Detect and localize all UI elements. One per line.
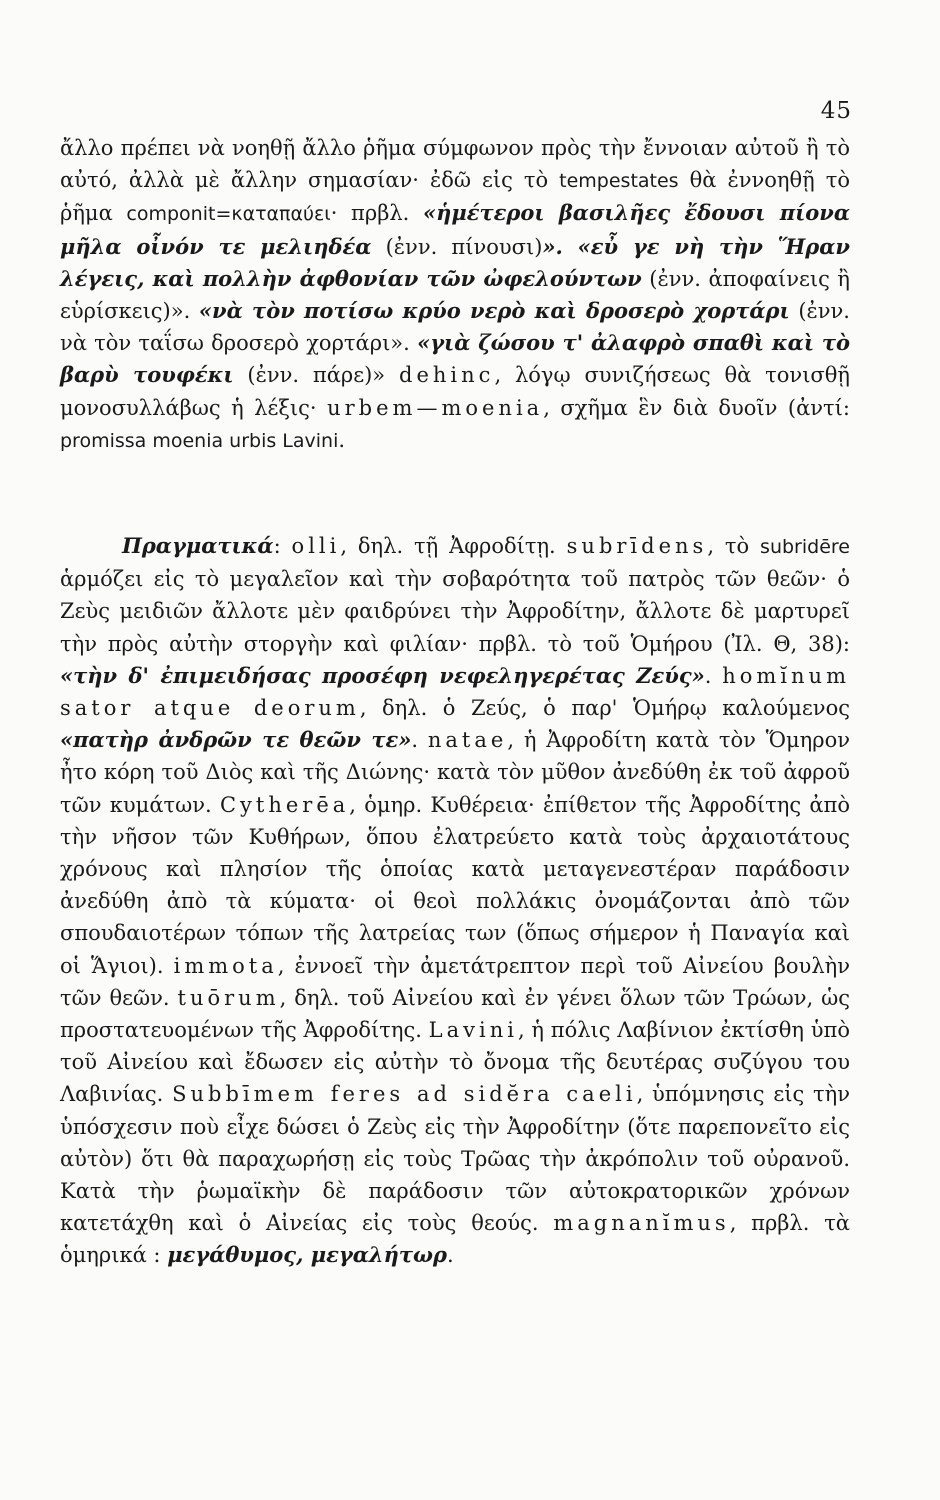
text-run: , πρβλ. τὰ ὁμηρικά : [60,1211,850,1268]
latin-lemma: Cytherēa [219,792,350,817]
text-run: , λόγῳ συνιζήσεως θὰ τονισθῇ μονοσυλλάβως ἡ λέξις· [60,363,850,420]
text-run: θὰ ἐννοηθῇ τὸ ῥῆμα [60,168,850,226]
text-run: (ἐνν. πίνουσι) [371,234,543,259]
page-number: 45 [820,98,852,124]
text-run: , δηλ. τοῦ Αἰνείου καὶ ἐν γένει ὅλων τῶν Τρώων, ὡς προστατευομένων τῆς Ἀφροδίτης. [60,985,851,1043]
latin-lemma: tuōrum [177,985,280,1010]
text-run: · πρβλ. [330,201,423,226]
emphasized-quote: ». «εὖ γε νὴ τὴν Ἥραν λέγεις, καὶ πολλὴν ἀφθονίαν τῶν ὠφελούντων [60,233,850,291]
latin-lemma: urbem—moenia [327,395,544,420]
emphasized-quote: μεγάθυμος, μεγαλήτωρ [167,1242,447,1268]
latin-lemma: homĭnum sator atque deorum [60,663,850,721]
text-run: (ἐνν. νὰ τὸν ταΐσω δροσερὸ χορτάρι». [60,299,850,356]
paragraph-text [60,132,850,457]
text-run: , σχῆμα ἓν διὰ δυοῖν (ἀντί: [543,395,850,420]
text-run: , ἡ Ἀφροδίτη κατὰ τὸν Ὅμηρον ἦτο κόρη τοῦ Διὸς καὶ τῆς Διώνης· κατὰ τὸν μῦθον ἀνεδύθη ἐκ τοῦ ἀφροῦ τῶν κυμάτων. [60,728,850,817]
latin-lemma: dehinc [399,363,495,388]
latin-lemma: immota [173,953,278,978]
emphasized-quote: «τὴν δ' ἐπιμειδήσας προσέφη νεφεληγερέτας Ζεύς» [60,662,705,688]
text-run: , ἐννοεῖ τὴν ἀμετάτρεπτον περὶ τοῦ Αἰνείου βουλὴν τῶν θεῶν. [60,953,850,1010]
text-run: . [338,427,346,452]
latin-term: tempestates [559,170,679,193]
text-run: (ἐνν. πάρε)» [233,363,400,388]
text-run: . [411,728,428,753]
latin-term: subridēre [760,536,850,558]
text-run: : [273,534,292,558]
emphasized-quote: «νὰ τὸν ποτίσω κρύο νερὸ καὶ δροσερὸ χορτάρι [198,298,790,324]
text-run: , δηλ. ὁ Ζεύς, ὁ παρ' Ὁμήρῳ καλούμενος [359,696,850,721]
emphasized-quote: Πραγματικά [122,533,274,558]
latin-term: promissa moenia urbis Lavini [60,429,339,452]
emphasized-quote: «ἡμέτεροι βασιλῆες ἔδουσι πίονα μῆλα οἶνόν τε μελιηδέα [60,200,850,259]
text-run: , ἡ πόλις Λαβίνιον ἐκτίσθη ὑπὸ τοῦ Αἰνείου καὶ ἔδωσεν εἰς αὐτὴν τὸ ὄνομα τῆς δευτέρας συζύγου του Λαβινίας. [60,1018,850,1107]
text-run: . [704,663,723,688]
latin-lemma: olli [291,534,341,558]
latin-lemma: subrīdens [566,534,708,558]
emphasized-quote: «πατὴρ ἀνδρῶν τε θεῶν τε» [60,727,412,753]
text-run: , δηλ. τῇ Ἀφροδίτῃ. [340,534,567,558]
latin-lemma: Subbīmem feres ad sidĕra caeli [172,1082,637,1107]
text-run: , τὸ [707,534,761,558]
text-run: , ὑπόμνησις εἰς τὴν ὑπόσχεσιν ποὺ εἶχε δώσει ὁ Ζεὺς εἰς τὴν Ἀφροδίτην (ὅτε παρεπονεῖτο εἰς αὐτὸν) ὅτι θὰ παραχωρήσῃ εἰς τοὺς Τρῶας τὴν ἀκρόπολιν τοῦ οὐρανοῦ. Κατὰ τὴν ῥωμαϊκὴν δὲ παράδοσιν τῶν αὐτοκρατορικῶν χρόνων κατετάχθη καὶ ὁ Αἰνείας εἰς τοὺς θεούς. [60,1082,850,1236]
text-run: ἄλλο πρέπει νὰ νοηθῇ ἄλλο ῥῆμα σύμφωνον πρὸς τὴν ἔννοιαν αὐτοῦ ἢ τὸ αὐτό, ἀλλὰ μὲ ἄλλην σημασίαν· ἐδῶ εἰς τὸ [60,136,850,193]
latin-lemma: Lavini [428,1018,518,1043]
text-run: . [446,1243,454,1268]
latin-term: componit=καταπαύει [126,203,331,226]
commentary-paragraph-2 [60,530,850,1272]
latin-lemma: natae [427,728,508,753]
paragraph-text [60,530,850,1272]
latin-lemma: magnanĭmus [553,1211,730,1236]
emphasized-quote: «γιὰ ζώσου τ' ἀλαφρὸ σπαθὶ καὶ τὸ βαρὺ τουφέκι [60,330,850,388]
text-run: (ἐνν. ἀποφαίνεις ἢ εὑρίσκεις)». [60,266,850,324]
text-run: ἁρμόζει εἰς τὸ μεγαλεῖον καὶ τὴν σοβαρότητα τοῦ πατρὸς τῶν θεῶν· ὁ Ζεὺς μειδιῶν ἄλλοτε μὲν φαιδρύνει τὴν Ἀφροδίτην, ἄλλοτε δὲ μαρτυρεῖ τὴν πρὸς αὐτὴν στοργὴν καὶ φιλίαν· πρβλ. τὸ τοῦ Ὁμήρου (Ἰλ. Θ, 38): [60,567,850,656]
commentary-paragraph-1 [60,132,850,457]
text-run: , ὁμηρ. Κυθέρεια· ἐπίθετον τῆς Ἀφροδίτης ἀπὸ τὴν νῆσον τῶν Κυθήρων, ὅπου ἐλατρεύετο κατὰ τοὺς ἀρχαιοτάτους χρόνους καὶ πλησίον τῆς ὁποίας κατὰ μεταγενεστέραν παράδοσιν ἀνεδύθη ἀπὸ τὰ κύματα· οἱ θεοὶ πολλάκις ὀνομάζονται ἀπὸ τῶν σπουδαιοτέρων τόπων τῆς λατρείας των (ὅπως σήμερον ἡ Παναγία καὶ οἱ Ἅγιοι). [60,792,850,978]
